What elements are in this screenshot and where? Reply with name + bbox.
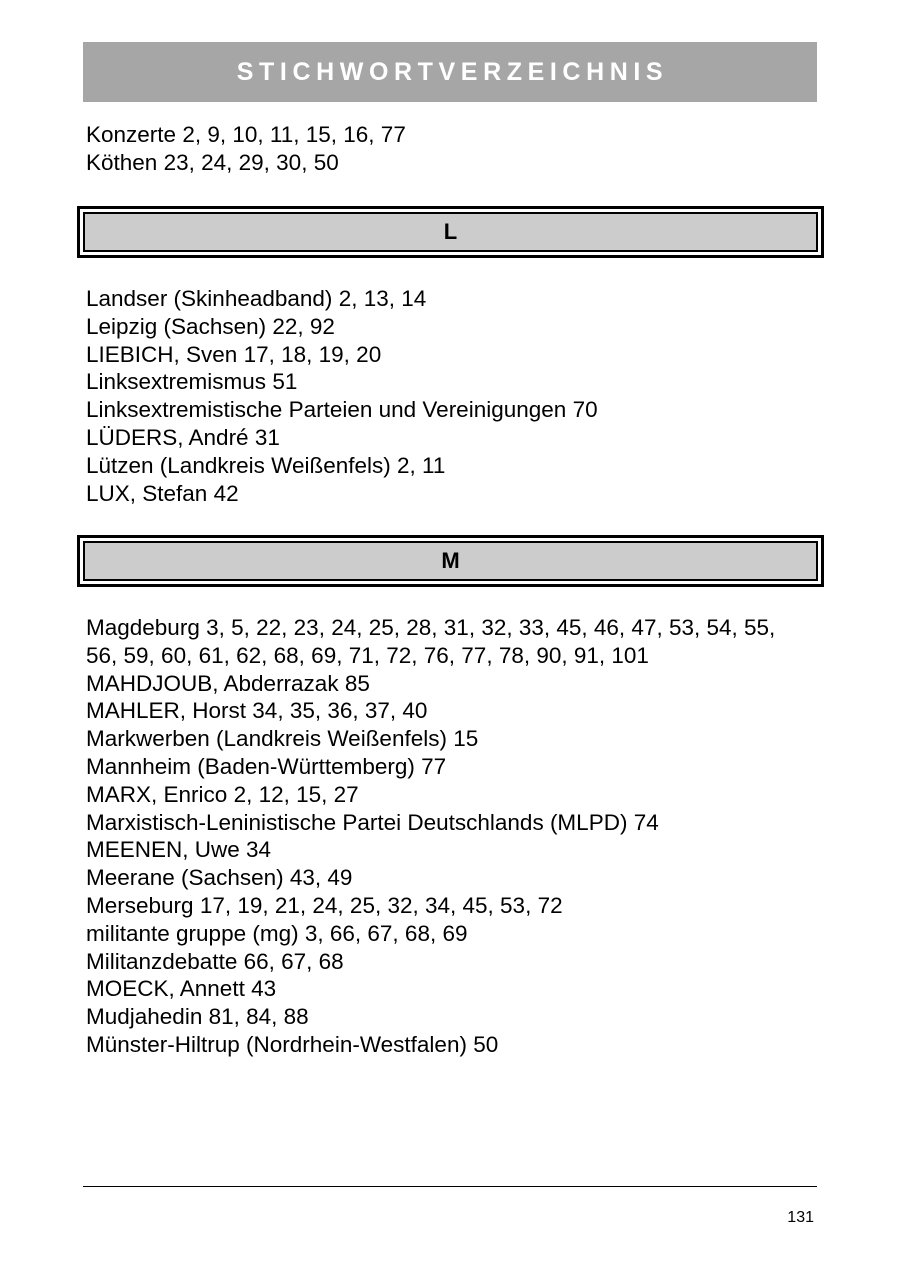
entry-list-m [86,614,821,1059]
index-entry [86,368,821,396]
index-entry [86,670,821,698]
page-title: STICHWORTVERZEICHNIS [236,57,669,86]
entry-pages: 66, 67, 68 [243,948,344,974]
entry-pages: 31 [254,424,280,450]
entry-term: MOECK, Annett [86,976,245,1002]
entry-term: Magdeburg [86,615,200,640]
entry-term: Militanzdebatte [86,948,238,974]
entry-pages: 15 [453,726,479,752]
entry-pages: 2, 9, 10, 11, 15, 16, 77 [182,122,406,147]
index-entry [86,725,821,753]
entry-pages: 17, 19, 21, 24, 25, 32, 34, 45, 53, 72 [199,892,563,918]
entry-term: Landser (Skinheadband) [86,286,333,311]
index-entry [86,892,821,920]
entry-pages: 74 [633,809,659,835]
entry-term: Münster-Hiltrup (Nordrhein-Westfalen) [86,1031,467,1057]
page-number: 131 [787,1209,814,1226]
entry-pages: 23, 24, 29, 30, 50 [163,149,339,175]
entry-term: Lützen (Landkreis Weißenfels) [86,452,391,478]
entry-pages: 81, 84, 88 [208,1004,309,1030]
entry-term: Merseburg [86,892,194,918]
index-entry [86,836,821,864]
entry-pages: 2, 12, 15, 27 [233,781,359,807]
index-entry [86,285,821,313]
entry-pages: 2, 13, 14 [338,286,427,311]
index-entry [86,480,821,508]
section-header-l [77,206,824,258]
entry-term: Meerane (Sachsen) [86,865,284,891]
index-entry [86,424,821,452]
entry-term: Linksextremismus [86,369,267,395]
entry-pages: 2, 11 [397,452,446,478]
entry-pages: 34 [246,837,272,863]
index-entry [86,920,821,948]
section-header-m [77,535,824,587]
index-entry [86,396,821,424]
entry-term: militante gruppe (mg) [86,920,299,946]
index-entry [86,975,821,1003]
entry-pages: 51 [272,369,298,395]
index-entry [86,313,821,341]
entry-term: MARX, Enrico [86,781,228,807]
entry-pages: 43, 49 [289,865,353,891]
index-entry [86,614,811,670]
entry-term: MEENEN, Uwe [86,837,240,863]
index-entry [86,1031,821,1059]
entry-list-l [86,285,821,507]
index-entry [86,149,821,177]
entry-pages: 3, 66, 67, 68, 69 [304,920,468,946]
index-entry [86,452,821,480]
footer-divider [83,1186,817,1187]
entry-pages: 85 [344,670,370,696]
entry-pages: 17, 18, 19, 20 [243,341,382,367]
entry-pages: 77 [421,753,447,779]
entry-pages: 50 [473,1031,499,1057]
entry-term: LIEBICH, Sven [86,341,238,367]
entry-term: MAHDJOUB, Abderrazak [86,670,339,696]
section-letter: M [83,541,818,581]
entry-term: Leipzig (Sachsen) [86,313,267,339]
index-title-bar [83,42,817,102]
index-entry [86,753,821,781]
index-entry [86,341,821,369]
entry-pages: 70 [572,397,598,423]
entry-pages: 43 [251,976,277,1002]
index-entry [86,948,821,976]
entry-pages: 42 [213,480,239,506]
entry-term: LUX, Stefan [86,480,208,506]
entry-term: Marxistisch-Leninistische Partei Deutschlands (MLPD) [86,809,628,835]
entry-term: LÜDERS, André [86,424,249,450]
entry-list-k [86,121,821,177]
index-entry [86,864,821,892]
entry-pages: 22, 92 [272,313,335,339]
entry-term: Konzerte [86,122,177,147]
section-letter: L [83,212,818,252]
entry-term: Köthen [86,149,158,175]
entry-pages: 34, 35, 36, 37, 40 [252,698,428,724]
entry-term: Mudjahedin [86,1004,203,1030]
entry-term: MAHLER, Horst [86,698,247,724]
index-entry [86,121,821,149]
index-entry [86,1003,821,1031]
entry-term: Markwerben (Landkreis Weißenfels) [86,726,447,752]
entry-term: Linksextremistische Parteien und Vereinigungen [86,397,567,423]
index-entry [86,697,821,725]
index-entry [86,809,821,837]
index-entry [86,781,821,809]
entry-term: Mannheim (Baden-Württemberg) [86,753,415,779]
entry-pages: 3, 5, 22, 23, 24, 25, 28, 31, 32, 33, 45, 46, 47, 53, 54, 55, 56, 59, 60, 61, 62, 68, 69, 71, 72, 76, 77, 78, 90, 91, 101 [86,615,776,668]
